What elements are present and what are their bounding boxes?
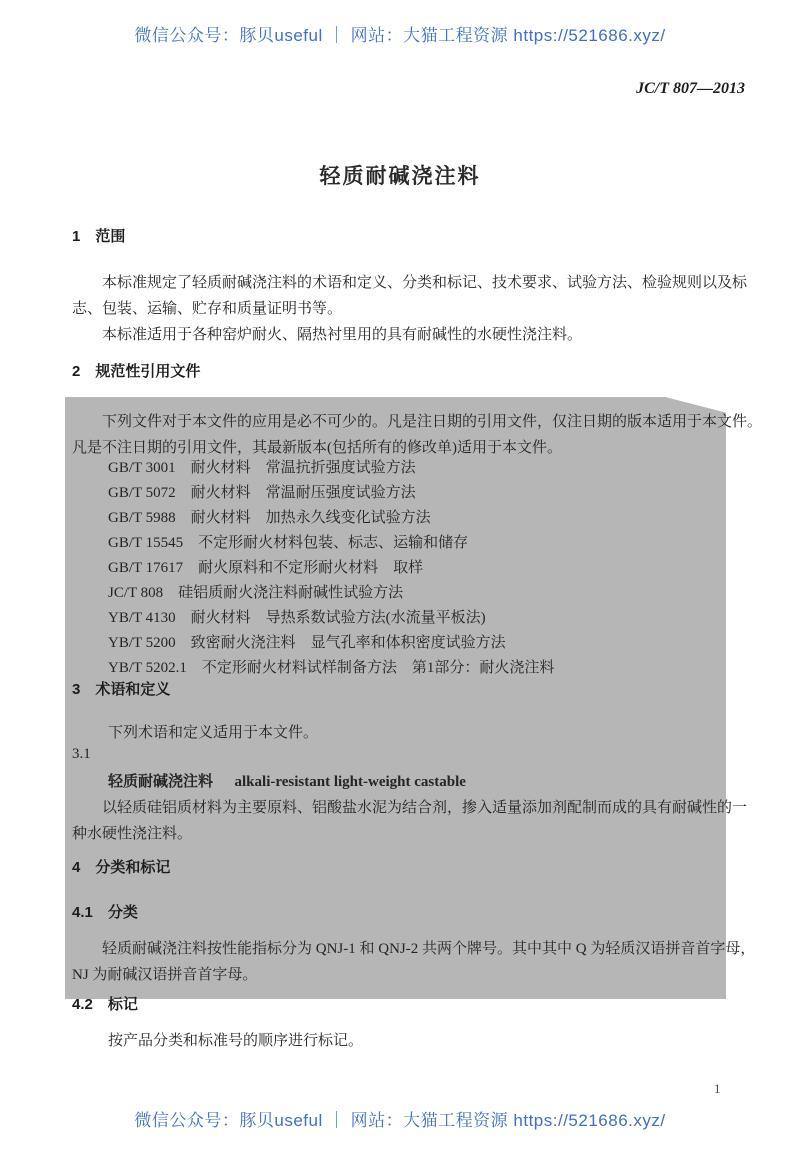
clause-3-1-definition: [72, 795, 747, 847]
text-line: 本标准适用于各种窑炉耐火、隔热衬里用的具有耐碱性的水硬性浇注料。: [102, 327, 583, 343]
reference-item: JC/T 808 硅铝质耐火浇注料耐碱性试验方法: [108, 585, 404, 601]
term-en: alkali-resistant light-weight castable: [234, 774, 466, 790]
section-1-paragraph-2: [72, 322, 582, 348]
section-2-intro: [72, 409, 762, 461]
reference-item: GB/T 5988 耐火材料 加热永久线变化试验方法: [108, 510, 431, 526]
text-line: NJ 为耐碱汉语拼音首字母。: [72, 967, 258, 983]
section-4-heading: 4 分类和标记: [72, 859, 171, 876]
page-title: 轻质耐碱浇注料: [319, 165, 481, 188]
page-number: 1: [714, 1081, 721, 1096]
text-line: 本标准规定了轻质耐碱浇注料的术语和定义、分类和标记、技术要求、试验方法、检验规则以及标: [102, 275, 748, 291]
reference-item: GB/T 5072 耐火材料 常温耐压强度试验方法: [108, 485, 416, 501]
reference-item: YB/T 5200 致密耐火浇注料 显气孔率和体积密度试验方法: [108, 635, 506, 651]
reference-item: GB/T 3001 耐火材料 常温抗折强度试验方法: [108, 460, 416, 476]
section-4-1-heading: 4.1 分类: [72, 904, 138, 921]
text-line: 以轻质硅铝质材料为主要原料、铝酸盐水泥为结合剂，掺入适量添加剂配制而成的具有耐碱性的一: [102, 800, 748, 816]
standard-code: JC/T 807—2013: [636, 80, 745, 97]
text-line: 志、包装、运输、贮存和质量证明书等。: [72, 301, 343, 317]
text-line: 种水硬性浇注料。: [72, 826, 193, 842]
footer-watermark: 微信公众号：豚贝useful ｜ 网站：大猫工程资源 https://521686.xyz/: [134, 1111, 666, 1130]
text-line: 按产品分类和标准号的顺序进行标记。: [108, 1033, 364, 1049]
term-zh: 轻质耐碱浇注料: [108, 774, 214, 790]
reference-item: YB/T 4130 耐火材料 导热系数试验方法(水流量平板法): [108, 610, 486, 626]
reference-item: GB/T 17617 耐火原料和不定形耐火材料 取样: [108, 560, 424, 576]
normative-references-list: [108, 456, 554, 681]
clause-3-1-number: 3.1: [72, 746, 91, 762]
section-4-2-heading: 4.2 标记: [72, 996, 138, 1013]
section-3-intro: [108, 720, 318, 746]
text-line: 凡是不注日期的引用文件，其最新版本(包括所有的修改单)适用于本文件。: [72, 440, 562, 456]
text-line: 下列术语和定义适用于本文件。: [108, 725, 319, 741]
section-1-paragraph-1: [72, 270, 747, 322]
clause-3-1-term: [108, 769, 466, 795]
text-line: 轻质耐碱浇注料按性能指标分为 QNJ-1 和 QNJ-2 共两个牌号。其中其中 Q 为轻质汉语拼音首字母，: [102, 941, 756, 957]
section-3-heading: 3 术语和定义: [72, 681, 171, 698]
section-4-2-paragraph: [108, 1028, 363, 1054]
text-line: 下列文件对于本文件的应用是必不可少的。凡是注日期的引用文件，仅注日期的版本适用于本文件。: [102, 414, 763, 430]
section-1-heading: 1 范围: [72, 228, 126, 245]
header-watermark: 微信公众号：豚贝useful ｜ 网站：大猫工程资源 https://521686.xyz/: [134, 26, 666, 45]
reference-item: GB/T 15545 不定形耐火材料包装、标志、运输和储存: [108, 535, 469, 551]
section-4-1-paragraph: [72, 936, 755, 988]
section-2-heading: 2 规范性引用文件: [72, 363, 201, 380]
reference-item: YB/T 5202.1 不定形耐火材料试样制备方法 第1部分：耐火浇注料: [108, 660, 555, 676]
